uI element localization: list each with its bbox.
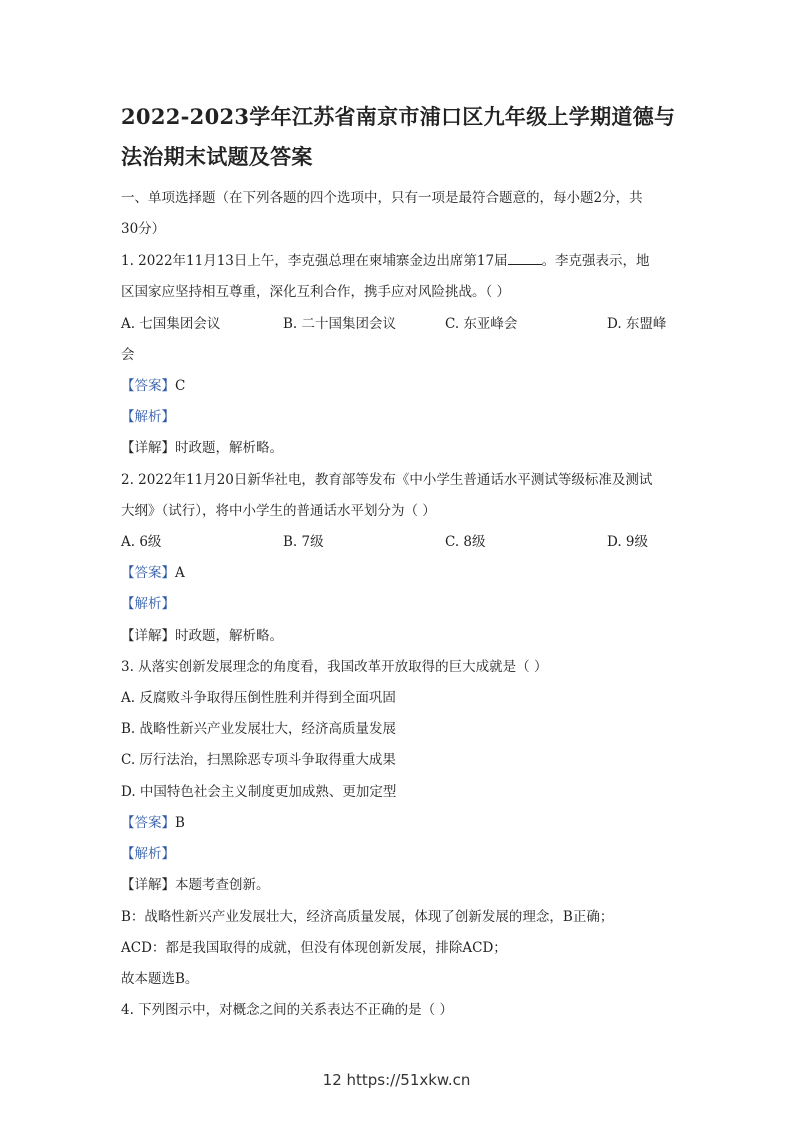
- q1-stem-line2: 区国家应坚持相互尊重，深化互利合作，携手应对风险挑战。（ ）: [121, 284, 511, 300]
- q1-option-b: B. 二十国集团会议: [283, 316, 397, 332]
- q2-answer-value: A: [175, 565, 185, 581]
- q2-stem-line2: 大纲》（试行），将中小学生的普通话水平划分为（ ）: [121, 503, 436, 519]
- q2-detail-text: 时政题，解析略。: [175, 628, 283, 644]
- q3-explain-line2: ACD：都是我国取得的成就，但没有体现创新发展，排除ACD；: [121, 940, 507, 956]
- q2-answer: [121, 561, 185, 581]
- q1-analysis: [121, 405, 175, 425]
- q3-detail-text: 本题考查创新。: [175, 877, 270, 893]
- q1-detail-tag: 【详解】: [121, 440, 175, 456]
- q3-analysis-tag: 【解析】: [121, 846, 175, 862]
- q1-option-d-wrap: 会: [121, 347, 135, 363]
- q1-analysis-tag: 【解析】: [121, 409, 175, 425]
- q1-option-d: D. 东盟峰: [607, 316, 667, 332]
- q2-analysis: [121, 592, 175, 612]
- page-footer: 12 https://51xkw.cn: [322, 1071, 471, 1089]
- q3-detail-tag: 【详解】: [121, 877, 175, 893]
- q2-option-b: B. 7级: [283, 534, 324, 550]
- q2-option-d: D. 9级: [607, 534, 649, 550]
- q4-stem: 4. 下列图示中，对概念之间的关系表达不正确的是（ ）: [121, 1002, 453, 1018]
- q1-answer: [121, 374, 185, 394]
- page-title: 2022-2023学年江苏省南京市浦口区九年级上学期道德与法治期末试题及答案: [121, 104, 676, 169]
- q2-answer-tag: 【答案】: [121, 565, 175, 581]
- q2-analysis-tag: 【解析】: [121, 596, 175, 612]
- q2-detail: [121, 624, 283, 644]
- q2-detail-tag: 【详解】: [121, 628, 175, 644]
- q2-option-c: C. 8级: [445, 534, 486, 550]
- q1-answer-tag: 【答案】: [121, 378, 175, 394]
- q3-detail: [121, 873, 270, 893]
- section-heading-line2: 30分）: [121, 221, 166, 237]
- q1-option-c: C. 东亚峰会: [445, 316, 518, 332]
- q2-option-a: A. 6级: [121, 534, 162, 550]
- q3-answer-tag: 【答案】: [121, 815, 175, 831]
- q3-option-a: A. 反腐败斗争取得压倒性胜利并得到全面巩固: [121, 690, 396, 706]
- q1-blank: [508, 252, 542, 265]
- q3-explain-line3: 故本题选B。: [121, 971, 199, 987]
- q3-stem: 3. 从落实创新发展理念的角度看，我国改革开放取得的巨大成就是（ ）: [121, 659, 548, 675]
- q1-stem-part2: 。李克强表示，地: [541, 253, 650, 269]
- q3-option-b: B. 战略性新兴产业发展壮大，经济高质量发展: [121, 721, 397, 737]
- q3-analysis: [121, 842, 175, 862]
- q2-stem-line1: 2. 2022年11月20日新华社电，教育部等发布《中小学生普通话水平测试等级标准及测试: [121, 472, 653, 488]
- q3-answer: [121, 811, 185, 831]
- q1-stem-line1: [121, 249, 650, 269]
- q3-explain-line1: B：战略性新兴产业发展壮大，经济高质量发展，体现了创新发展的理念，B正确；: [121, 909, 614, 925]
- q3-answer-value: B: [175, 815, 185, 831]
- q3-option-d: D. 中国特色社会主义制度更加成熟、更加定型: [121, 784, 397, 800]
- q1-option-a: A. 七国集团会议: [121, 316, 221, 332]
- section-heading-line1: 一、单项选择题（在下列各题的四个选项中，只有一项是最符合题意的，每小题2分，共: [121, 190, 643, 206]
- q1-stem-part1: 1. 2022年11月13日上午，李克强总理在柬埔寨金边出席第17届: [121, 253, 508, 269]
- q1-detail-text: 时政题，解析略。: [175, 440, 283, 456]
- q1-detail: [121, 436, 283, 456]
- q1-answer-value: C: [175, 378, 186, 394]
- q3-option-c: C. 厉行法治，扫黑除恶专项斗争取得重大成果: [121, 752, 396, 768]
